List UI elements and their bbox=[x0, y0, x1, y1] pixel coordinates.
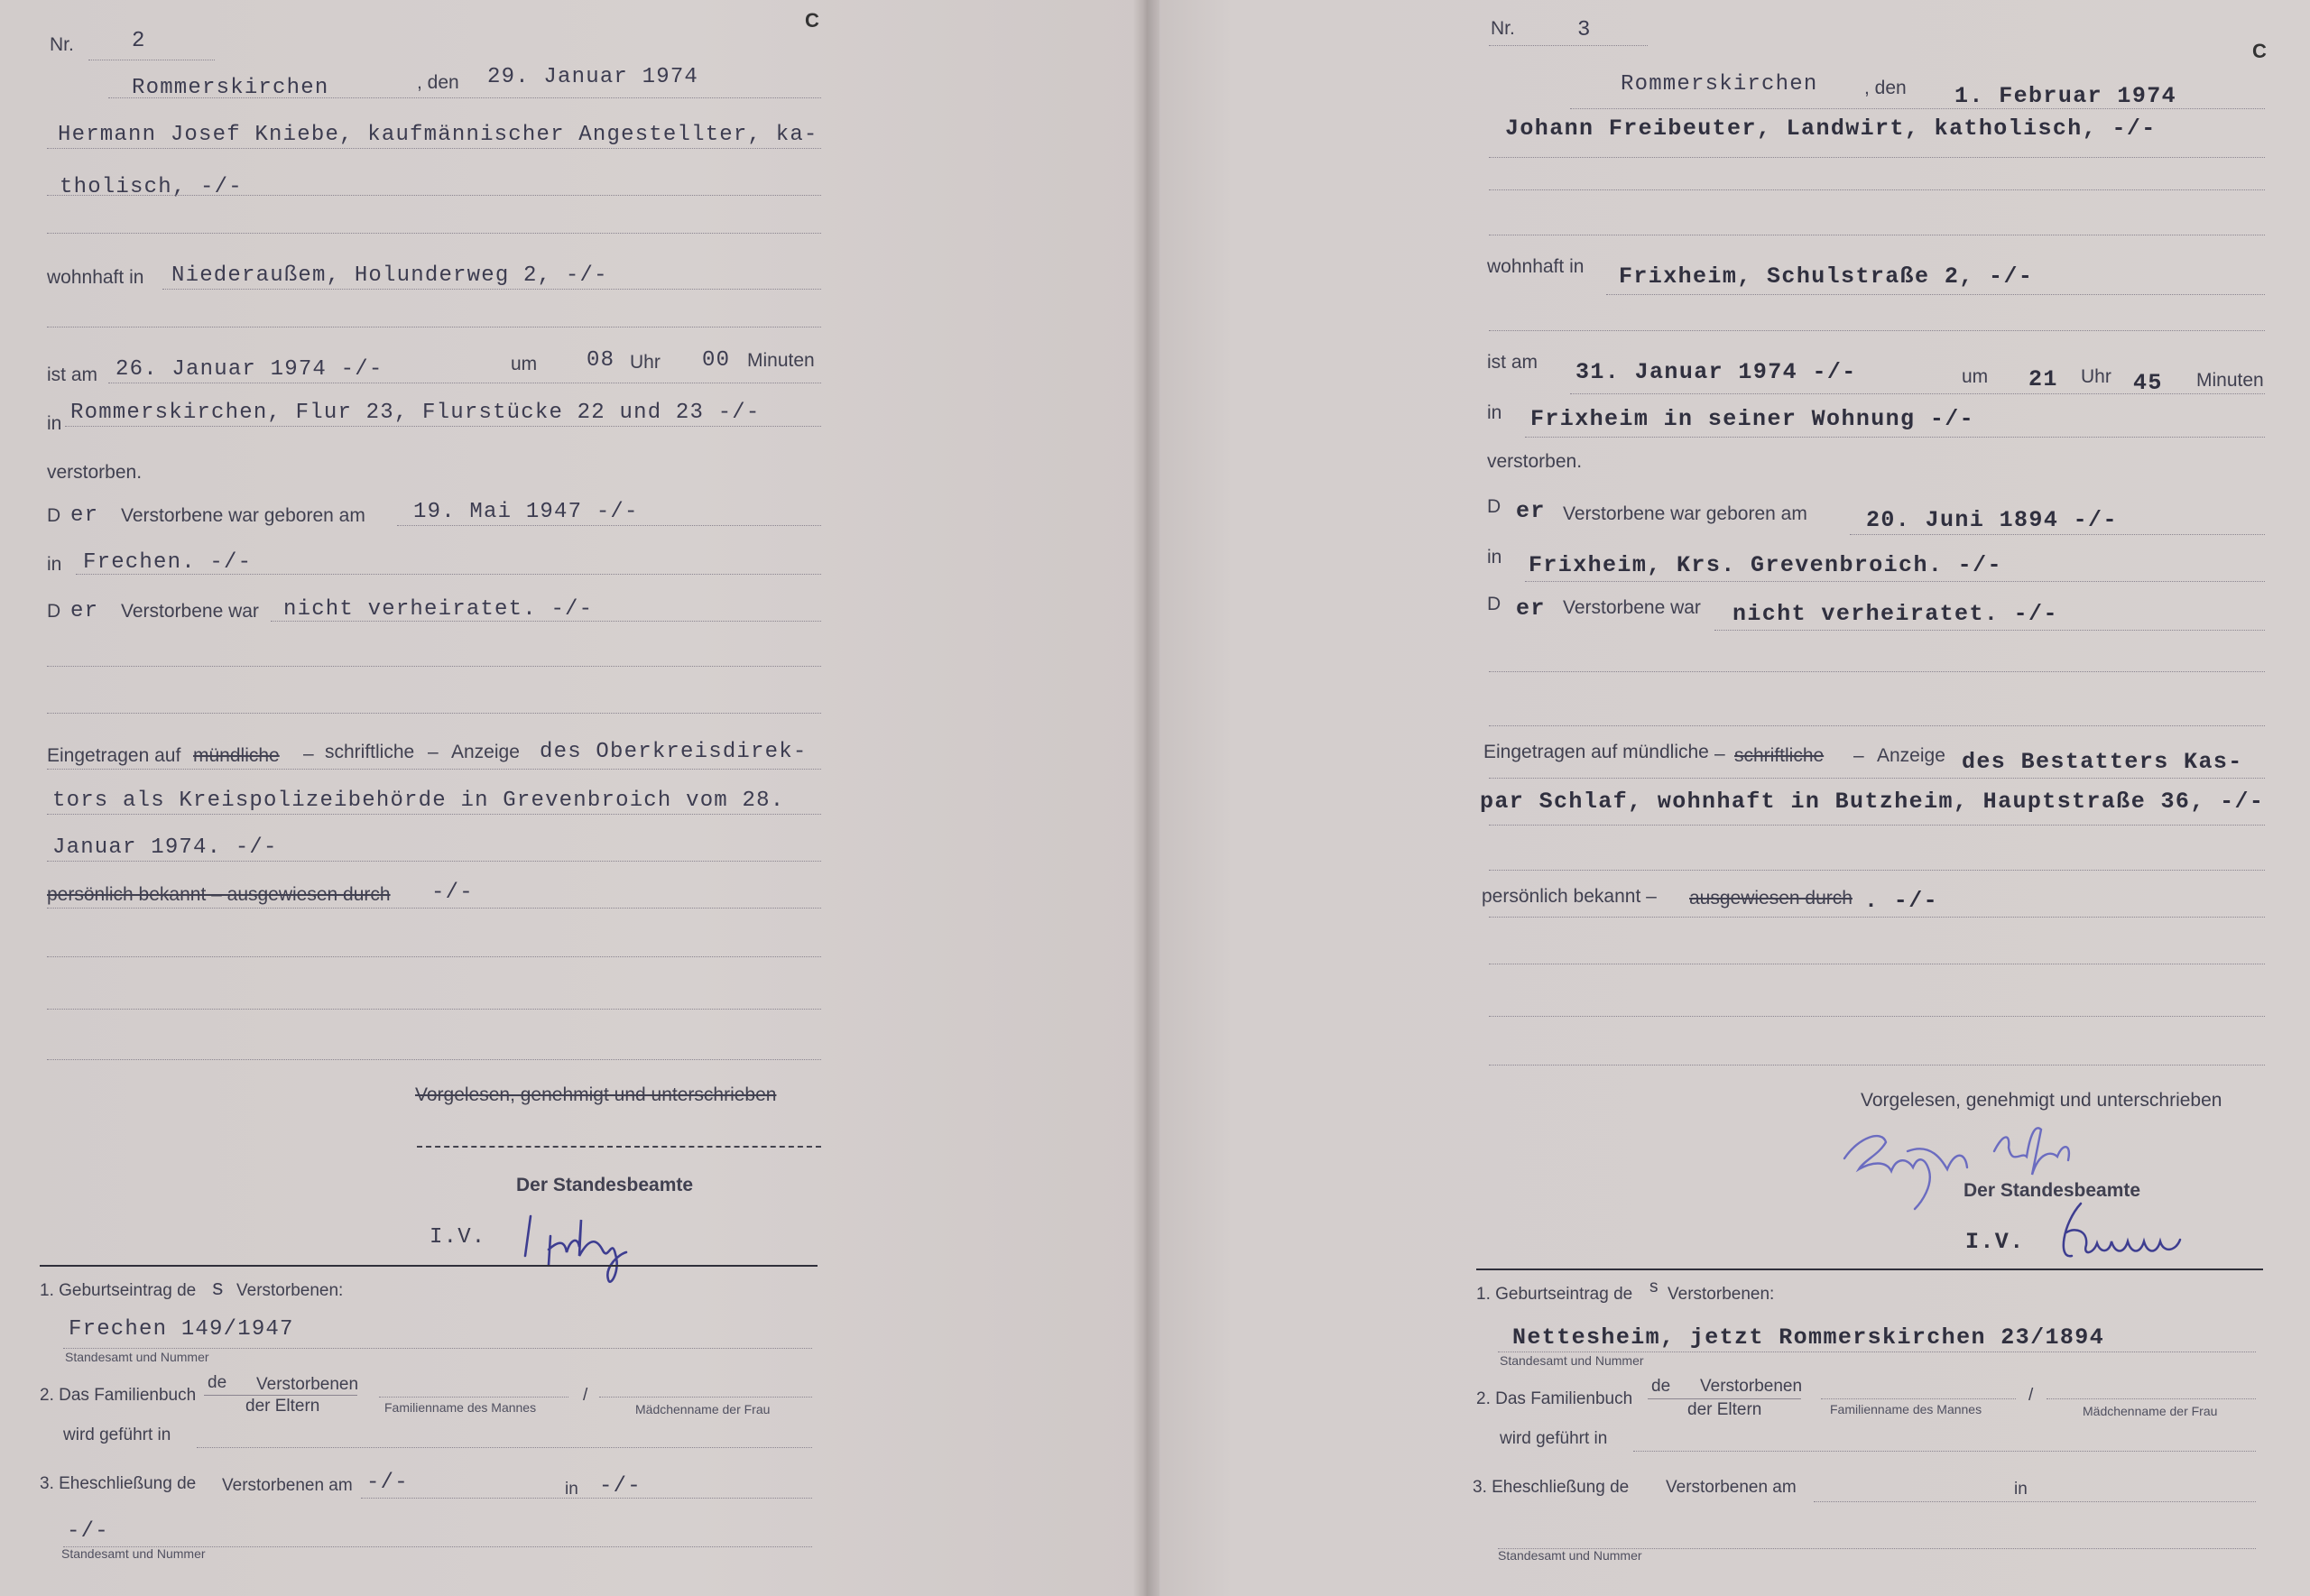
death-hour-right: 21 bbox=[2028, 366, 2058, 392]
wohnhaft-label: wohnhaft in bbox=[47, 267, 144, 288]
death-place: Rommerskirchen, Flur 23, Flurstücke 22 und 23 -/- bbox=[70, 401, 761, 425]
registrar-signature-right bbox=[2045, 1196, 2198, 1272]
eingetragen-label: Eingetragen auf bbox=[47, 745, 181, 766]
birth-in-label: in bbox=[47, 554, 62, 575]
item-1-s: s bbox=[211, 1278, 226, 1302]
iv-label: I.V. bbox=[430, 1225, 486, 1250]
der-er-1: er bbox=[70, 503, 99, 528]
deceased-person-right: Johann Freibeuter, Landwirt, katholisch, -/- bbox=[1505, 115, 2157, 142]
residence: Niederaußem, Holunderweg 2, -/- bbox=[171, 263, 608, 288]
dash-2-right: – bbox=[1853, 745, 1864, 766]
anzeige-line-2: tors als Kreispolizeibehörde in Grevenbroich vom 28. bbox=[52, 789, 785, 813]
standesamt-nummer-caption-2: Standesamt und Nummer bbox=[61, 1546, 206, 1561]
item-1-label-right: 1. Geburtseintrag de bbox=[1476, 1285, 1633, 1304]
verstorben-label-right: verstorben. bbox=[1487, 451, 1583, 472]
der-d-label-right: D bbox=[1487, 496, 1502, 517]
in-label-right: in bbox=[1487, 402, 1502, 423]
marriage-registry: -/- bbox=[67, 1519, 109, 1544]
iv-label-right: I.V. bbox=[1965, 1229, 2025, 1255]
der-er-2: er bbox=[70, 599, 99, 623]
den-label-right: , den bbox=[1864, 78, 1907, 98]
slash-right: / bbox=[2028, 1386, 2034, 1405]
registration-date-right: 1. Februar 1974 bbox=[1954, 83, 2177, 109]
marriage-place: -/- bbox=[599, 1474, 642, 1499]
standesamt-nummer-caption-right: Standesamt und Nummer bbox=[1500, 1353, 1644, 1368]
ist-am-label: ist am bbox=[47, 364, 98, 385]
item-3-mid-right: Verstorbenen am bbox=[1666, 1478, 1797, 1497]
item-1-value-right: Nettesheim, jetzt Rommerskirchen 23/1894 bbox=[1512, 1324, 2105, 1351]
item-3-in: in bbox=[565, 1480, 578, 1499]
marital-status: nicht verheiratet. -/- bbox=[283, 597, 594, 622]
residence-right: Frixheim, Schulstraße 2, -/- bbox=[1619, 263, 2034, 290]
death-date: 26. Januar 1974 -/- bbox=[116, 357, 383, 382]
muendliche-struck: mündliche bbox=[193, 745, 280, 766]
nr-label: Nr. bbox=[50, 34, 74, 55]
death-minutes: 00 bbox=[702, 348, 731, 373]
der-d-label: D bbox=[47, 505, 61, 526]
anzeige-line-2-right: par Schlaf, wohnhaft in Butzheim, Hauptstraße 36, -/- bbox=[1480, 789, 2265, 815]
geboren-label-right: Verstorbene war geboren am bbox=[1563, 503, 1807, 524]
ausgewiesen-struck-right: ausgewiesen durch bbox=[1689, 888, 1853, 909]
register-letter: C bbox=[805, 9, 819, 32]
geboren-label: Verstorbene war geboren am bbox=[121, 505, 365, 526]
der-eltern-label: der Eltern bbox=[245, 1397, 320, 1416]
wird-gefuehrt-label-right: wird geführt in bbox=[1500, 1429, 1608, 1448]
birth-in-label-right: in bbox=[1487, 547, 1502, 567]
death-hour: 08 bbox=[587, 348, 615, 373]
verstorbenen-label-right: Verstorbenen bbox=[1700, 1377, 1803, 1396]
dash-1: – bbox=[303, 743, 314, 764]
deceased-person-line-1: Hermann Josef Kniebe, kaufmännischer Angestellter, ka- bbox=[58, 123, 818, 147]
entry-number: 2 bbox=[132, 29, 146, 53]
wird-gefuehrt-label: wird geführt in bbox=[63, 1425, 171, 1444]
death-minutes-right: 45 bbox=[2133, 370, 2163, 396]
item-1-s-right: s bbox=[1649, 1278, 1659, 1296]
minuten-label: Minuten bbox=[747, 350, 815, 371]
uhr-label: Uhr bbox=[630, 352, 661, 373]
familienname-caption-right: Familienname des Mannes bbox=[1830, 1402, 1982, 1416]
deceased-person-line-2: tholisch, -/- bbox=[60, 175, 243, 199]
registrar-signature-left bbox=[514, 1200, 668, 1290]
death-place-right: Frixheim in seiner Wohnung -/- bbox=[1530, 406, 1975, 432]
registry-place-right: Rommerskirchen bbox=[1621, 72, 1818, 97]
registration-date: 29. Januar 1974 bbox=[487, 65, 699, 89]
item-3-label-right: 3. Eheschließung de bbox=[1473, 1478, 1630, 1497]
slash: / bbox=[583, 1386, 588, 1405]
anzeige-line-1-right: des Bestatters Kas- bbox=[1962, 749, 2243, 775]
verstorben-label: verstorben. bbox=[47, 462, 143, 483]
birth-date-right: 20. Juni 1894 -/- bbox=[1866, 507, 2118, 533]
familienname-caption: Familienname des Mannes bbox=[384, 1400, 537, 1415]
birth-date: 19. Mai 1947 -/- bbox=[413, 500, 639, 524]
entry-number-right: 3 bbox=[1577, 18, 1592, 42]
anzeige-line-1: des Oberkreisdirek- bbox=[540, 740, 808, 764]
standesbeamte-label: Der Standesbeamte bbox=[516, 1175, 694, 1195]
wohnhaft-label-right: wohnhaft in bbox=[1487, 256, 1585, 277]
schriftliche-label: schriftliche bbox=[325, 742, 415, 762]
der-d-label-2: D bbox=[47, 601, 61, 622]
item-1-rest-right: Verstorbenen: bbox=[1668, 1285, 1775, 1304]
item-1-label: 1. Geburtseintrag de bbox=[40, 1281, 197, 1300]
eingetragen-label-right: Eingetragen auf mündliche bbox=[1483, 742, 1709, 762]
standesamt-nummer-caption: Standesamt und Nummer bbox=[65, 1350, 209, 1364]
birth-place-right: Frixheim, Krs. Grevenbroich. -/- bbox=[1529, 552, 2002, 578]
vorgelesen-label-right: Vorgelesen, genehmigt und unterschrieben bbox=[1861, 1090, 2222, 1111]
item-1-value: Frechen 149/1947 bbox=[69, 1317, 294, 1342]
maedchenname-caption-right: Mädchenname der Frau bbox=[2083, 1404, 2218, 1418]
anzeige-line-3: Januar 1974. -/- bbox=[52, 835, 278, 860]
birth-place: Frechen. -/- bbox=[83, 550, 253, 575]
marriage-date: -/- bbox=[366, 1471, 409, 1495]
bekannt-label-right: persönlich bekannt – bbox=[1482, 886, 1657, 907]
register-letter-right: C bbox=[2252, 40, 2267, 62]
bekannt-after: -/- bbox=[431, 881, 474, 905]
bekannt-after-right: . -/- bbox=[1864, 888, 1939, 914]
nr-label-right: Nr. bbox=[1491, 18, 1515, 39]
ist-am-label-right: ist am bbox=[1487, 352, 1538, 373]
der-er-1-right: er bbox=[1516, 498, 1546, 524]
anzeige-label: Anzeige bbox=[451, 742, 520, 762]
registry-place: Rommerskirchen bbox=[132, 76, 329, 100]
in-label: in bbox=[47, 413, 62, 434]
um-label-right: um bbox=[1962, 366, 1989, 387]
item-2-label: 2. Das Familienbuch bbox=[40, 1386, 197, 1405]
verstorbene-war-right: Verstorbene war bbox=[1563, 597, 1701, 618]
maedchenname-caption: Mädchenname der Frau bbox=[635, 1402, 771, 1416]
dash-2: – bbox=[428, 742, 439, 762]
book-gutter bbox=[1132, 0, 1160, 1596]
uhr-label-right: Uhr bbox=[2081, 366, 2111, 387]
der-er-2-right: er bbox=[1516, 595, 1546, 622]
der-eltern-label-right: der Eltern bbox=[1687, 1400, 1762, 1419]
bekannt-struck: persönlich bekannt – ausgewiesen durch bbox=[47, 884, 391, 905]
verstorbenen-label: Verstorbenen bbox=[256, 1375, 359, 1394]
de-label-right: de bbox=[1651, 1377, 1671, 1396]
dash-1-right: – bbox=[1714, 743, 1725, 764]
vorgelesen-struck: Vorgelesen, genehmigt und unterschrieben bbox=[415, 1084, 777, 1105]
schriftliche-struck-right: schriftliche bbox=[1734, 745, 1825, 766]
anzeige-label-right: Anzeige bbox=[1877, 745, 1945, 766]
um-label: um bbox=[511, 354, 538, 374]
de-label: de bbox=[208, 1373, 227, 1392]
verstorbene-war-label: Verstorbene war bbox=[121, 601, 259, 622]
standesamt-nummer-caption-2-right: Standesamt und Nummer bbox=[1498, 1548, 1642, 1563]
minuten-label-right: Minuten bbox=[2196, 370, 2264, 391]
item-3-label: 3. Eheschließung de bbox=[40, 1474, 197, 1493]
marital-status-right: nicht verheiratet. -/- bbox=[1732, 601, 2058, 627]
item-3-mid: Verstorbenen am bbox=[222, 1476, 353, 1495]
item-2-label-right: 2. Das Familienbuch bbox=[1476, 1389, 1633, 1408]
den-label: , den bbox=[417, 72, 459, 93]
item-1-rest: Verstorbenen: bbox=[236, 1281, 344, 1300]
der-d-label-2-right: D bbox=[1487, 594, 1502, 614]
item-3-in-right: in bbox=[2014, 1480, 2028, 1499]
standesbeamte-label-right: Der Standesbeamte bbox=[1964, 1180, 2141, 1201]
death-date-right: 31. Januar 1974 -/- bbox=[1575, 359, 1857, 385]
